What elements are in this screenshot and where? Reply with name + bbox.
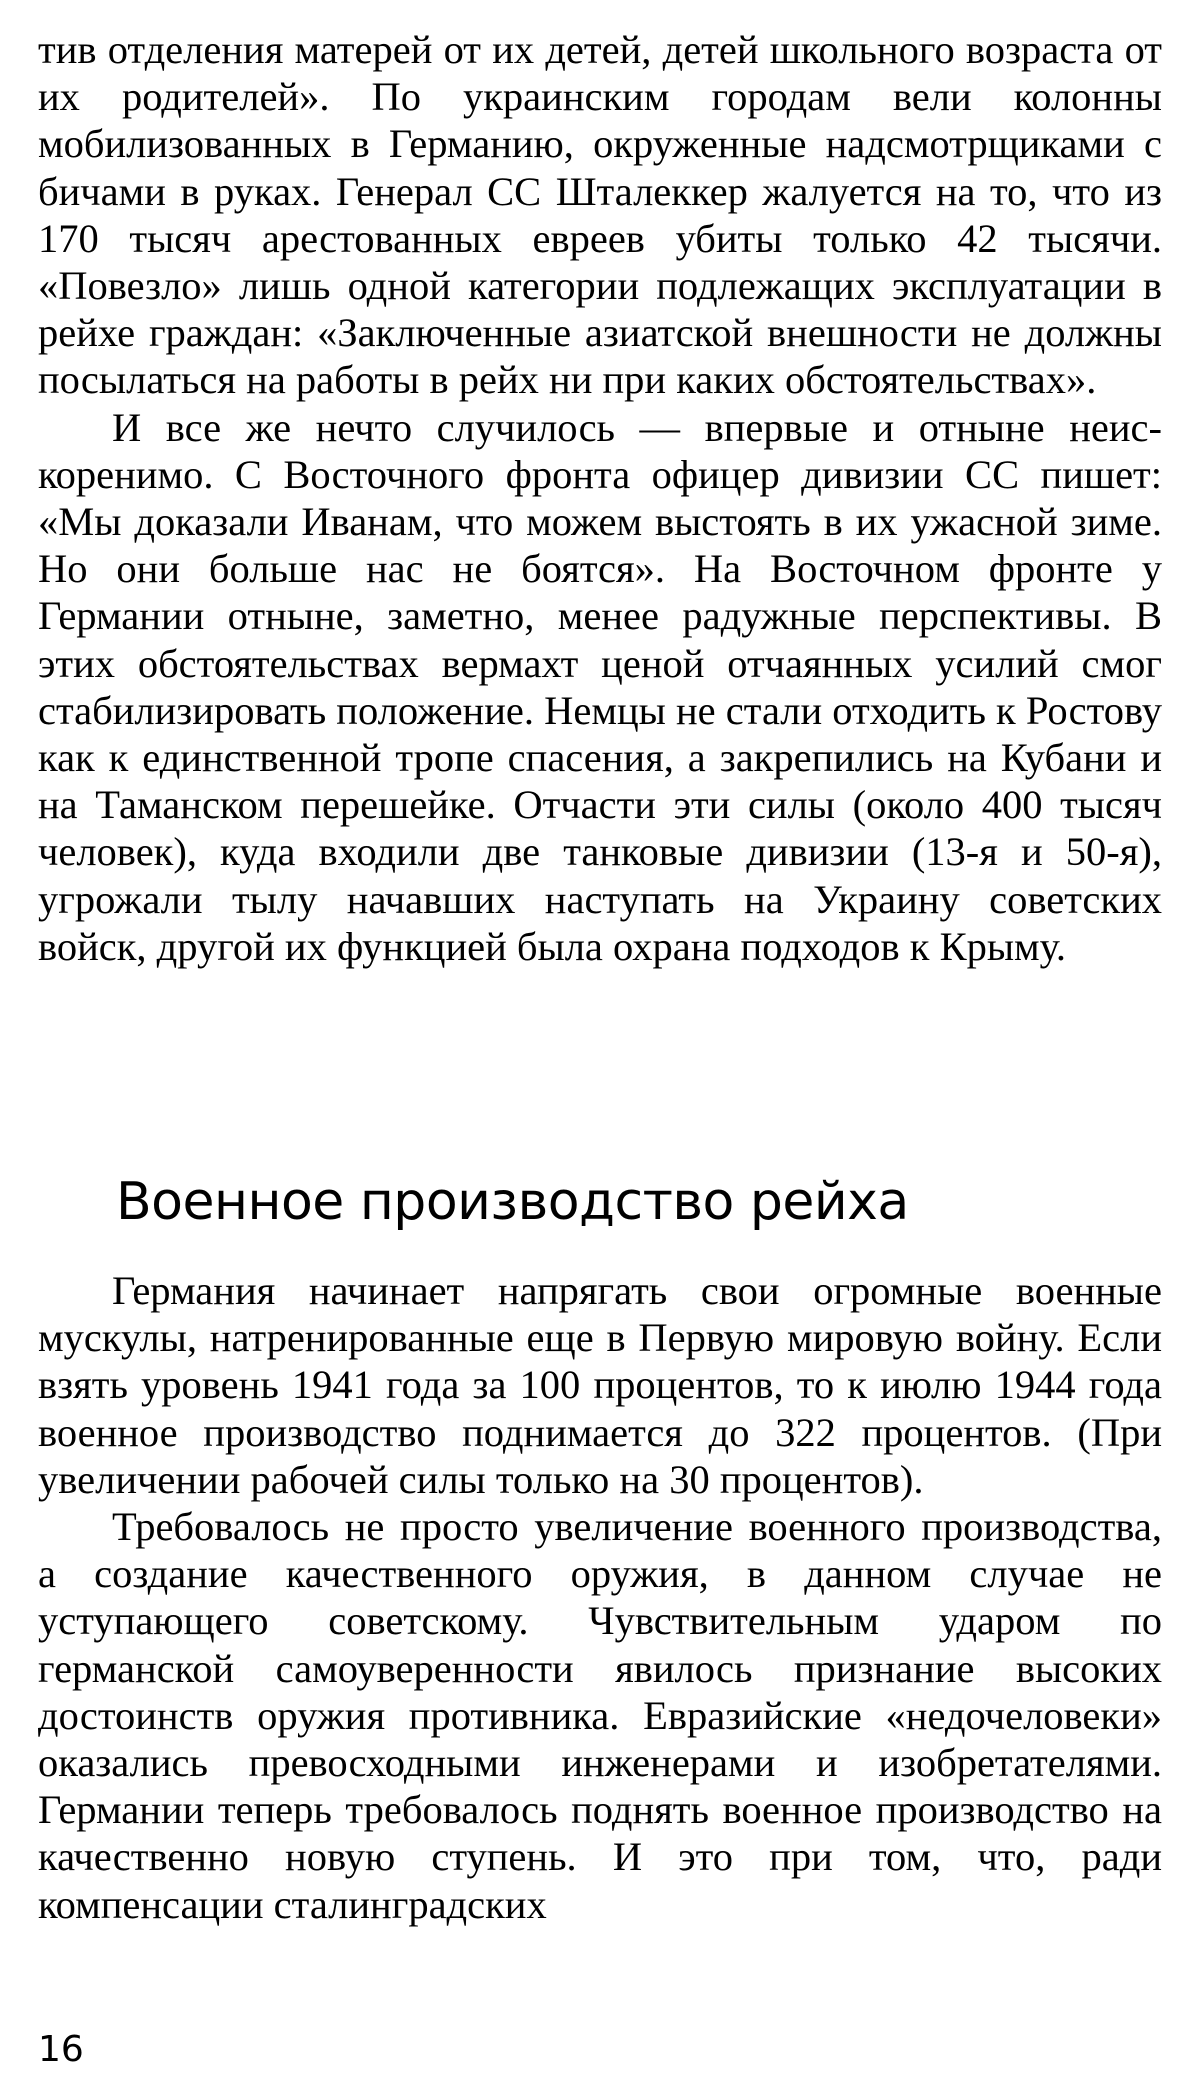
- top-text-block: [38, 26, 1162, 970]
- paragraph: Требовалось не просто увеличение военного производства, а создание качественного оружия, в данном случае не уступающего советскому. Чувствительным ударом по германской самоуверенности явилось признание высоких достоинств оружия противника. Евразийские «недочеловеки» оказались превосходными инженерами и изобретателями. Германии теперь требовалось поднять военное производство на качественно новую ступень. И это при том, что, ради компенсации сталинградских: [38, 1504, 1162, 1927]
- paragraph: И все же нечто случилось — впервые и отныне неискоренимо. С Восточного фронта офицер дивизии СС пишет: «Мы доказали Иванам, что можем выстоять в их ужасной зиме. Но они больше нас не боятся». На Восточном фронте у Германии отныне, заметно, менее радужные перспективы. В этих обстоятельствах вермахт ценой отчаянных усилий смог стабилизировать положение. Немцы не стали отходить к Ростову как к единственной тропе спасения, а закрепились на Кубани и на Таманском перешейке. Отчасти эти силы (около 400 тысяч человек), куда входили две танковые дивизии (13-я и 50-я), угрожали тылу начавших наступать на Украину советских войск, другой их функцией была охрана подходов к Крыму.: [38, 404, 1163, 969]
- paragraph-continued: тив отделения матерей от их детей, детей школьного возраста от их родителей». По украинским городам вели колонны мобилизованных в Германию, окруженные надсмотрщиками с бичами в руках. Генерал СС Шталеккер жалуется на то, что из 170 тысяч арестованных евреев убиты только 42 тысячи. «Повезло» лишь одной категории подлежащих эксплуатации в рейхе граждан: «Заключенные азиатской внешности не должны посылаться на работы в рейх ни при каких обстоятельствах».: [38, 27, 1162, 403]
- section-heading: Военное производство рейха: [116, 1172, 909, 1232]
- bottom-text-block: [38, 1267, 1162, 1928]
- page-number: 16: [38, 2029, 84, 2070]
- paragraph: Германия начинает напрягать свои огромные военные мускулы, натренированные еще в Первую мировую войну. Если взять уровень 1941 года за 100 процентов, то к июлю 1944 года военное производство поднимается до 322 процентов. (При увеличении рабочей силы только на 30 процентов).: [38, 1268, 1162, 1502]
